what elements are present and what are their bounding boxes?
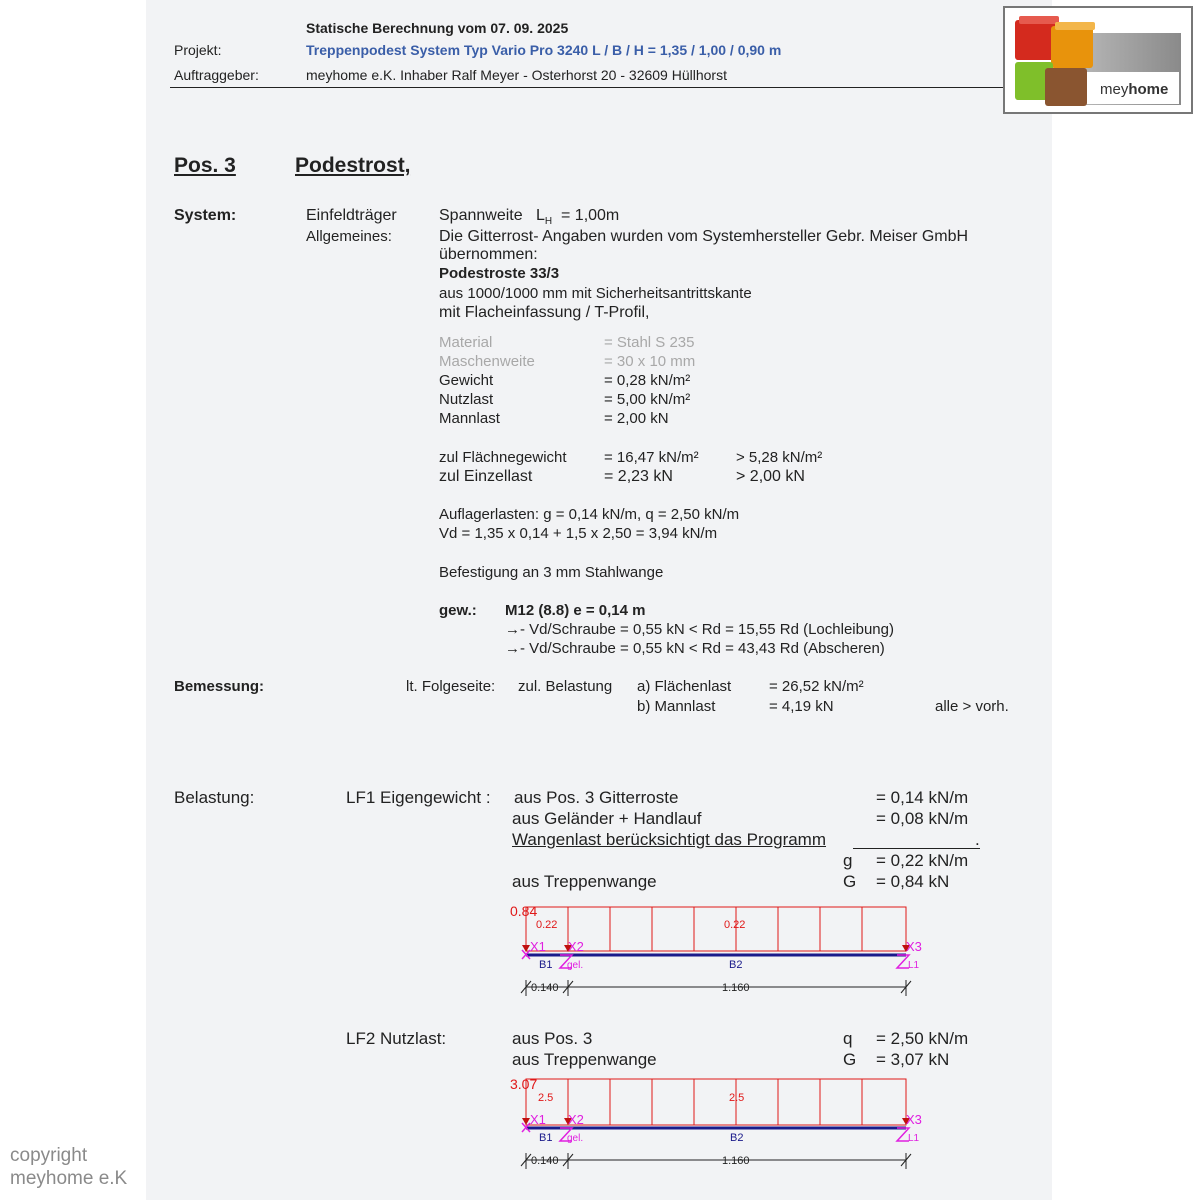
- lf2-row-value: = 2,50 kN/m: [876, 1029, 969, 1048]
- lf1-row-text: aus Geländer + Handlauf: [512, 809, 702, 828]
- dist-load-label: 0.22: [536, 919, 558, 931]
- product-line-1: aus 1000/1000 mm mit Sicherheitsantrittskante: [439, 285, 752, 302]
- fixing-text: Befestigung an 3 mm Stahlwange: [439, 564, 664, 581]
- lf2-beam-diagram: [505, 1071, 925, 1171]
- node-label: X3: [906, 939, 922, 954]
- logo-wordmark: meyhome: [1100, 81, 1169, 98]
- property-label: Nutzlast: [439, 391, 494, 408]
- hinge-label: gel.: [567, 960, 584, 971]
- document-title: Statische Berechnung vom 07. 09. 2025: [306, 20, 569, 36]
- property-value: = 0,28 kN/m²: [604, 372, 691, 389]
- dimension-line: [521, 1153, 911, 1169]
- lf1-beam-diagram: [505, 898, 925, 998]
- lf1-sum-value: = 0,22 kN/m: [876, 851, 969, 870]
- allowable-label: zul Flächnegewicht: [439, 449, 567, 466]
- property-label: Gewicht: [439, 372, 494, 389]
- lf2-row-symbol: G: [843, 1050, 857, 1069]
- property-label: Maschenweite: [439, 353, 535, 370]
- bolt-check: →- Vd/Schraube = 0,55 kN < Rd = 15,55 Rd (Lochleibung): [505, 621, 894, 638]
- node-label: X1: [530, 1112, 546, 1127]
- allowable-value: = 2,23 kN: [604, 468, 673, 485]
- node-label: X3: [906, 1112, 922, 1127]
- lf2-title: LF2 Nutzlast:: [346, 1029, 447, 1048]
- lf1-stringer-value: = 0,84 kN: [876, 872, 950, 891]
- position-title: Podestrost,: [295, 154, 411, 177]
- property-label: Material: [439, 334, 493, 351]
- lf2-row-text: aus Pos. 3: [512, 1029, 593, 1048]
- span: Spannweite $L_H = 1,00m$: [439, 207, 620, 228]
- allowable-check: > 2,00 kN: [736, 468, 805, 485]
- company-logo: [1003, 6, 1193, 114]
- dimension-line: [521, 980, 911, 996]
- dist-load-label: 2.5: [538, 1092, 554, 1104]
- dimension-label: 0.140: [531, 982, 559, 994]
- product-name: Podestroste 33/3: [439, 265, 560, 282]
- bemessung-label: Bemessung:: [174, 678, 265, 695]
- property-value: = 30 x 10 mm: [604, 353, 696, 370]
- lf2-row-value: = 3,07 kN: [876, 1050, 950, 1069]
- dimension-label: 0.140: [531, 1155, 559, 1167]
- node-label: X2: [568, 939, 584, 954]
- support-label: L1: [908, 1133, 920, 1144]
- hinge-label: gel.: [567, 1133, 584, 1144]
- system-label: System:: [174, 207, 237, 224]
- lf2-row-text: aus Treppenwange: [512, 1050, 657, 1069]
- bemessung-item-value: = 4,19 kN: [769, 698, 834, 715]
- lf1-note: Wangenlast berücksichtigt das Programm: [512, 830, 827, 849]
- lf1-row-value: = 0,08 kN/m: [876, 809, 969, 828]
- bemessung-item-label: b) Mannlast: [637, 698, 716, 715]
- bemessung-ref: lt. Folgeseite:: [406, 678, 496, 695]
- project-label: Projekt:: [174, 42, 222, 58]
- general-label: Allgemeines:: [306, 228, 392, 245]
- property-value: = 5,00 kN/m²: [604, 391, 691, 408]
- design-load: Vd = 1,35 x 0,14 + 1,5 x 2,50 = 3,94 kN/m: [439, 525, 718, 542]
- sum-rule: [853, 848, 980, 849]
- beam-label: B1: [539, 1132, 553, 1144]
- header-rule: [170, 87, 1004, 88]
- lf1-sum-symbol: g: [843, 851, 853, 870]
- property-value: = Stahl S 235: [604, 334, 695, 351]
- beam-label: B1: [539, 959, 553, 971]
- lf1-title: LF1 Eigengewicht :: [346, 788, 491, 807]
- copyright-line: copyright: [10, 1145, 88, 1166]
- beam-label: B2: [729, 959, 743, 971]
- belastung-label: Belastung:: [174, 788, 255, 807]
- lf1-row-value: = 0,14 kN/m: [876, 788, 969, 807]
- system-type: Einfeldträger: [306, 207, 397, 224]
- bemessung-conclusion: alle > vorh.: [935, 698, 1009, 715]
- client-label: Auftraggeber:: [174, 67, 259, 83]
- position-number: Pos. 3: [174, 154, 236, 177]
- node-label: X2: [568, 1112, 584, 1127]
- document-page: [146, 0, 1052, 1200]
- dimension-label: 1.160: [722, 982, 750, 994]
- general-line-1: Die Gitterrost- Angaben wurden vom Systemhersteller Gebr. Meiser GmbH: [439, 228, 969, 245]
- support-loads: Auflagerlasten: g = 0,14 kN/m, q = 2,50 kN/m: [439, 506, 740, 523]
- node-label: X1: [530, 939, 546, 954]
- bolt-check: →- Vd/Schraube = 0,55 kN < Rd = 43,43 Rd (Abscheren): [505, 640, 885, 657]
- dist-load-label: 0.22: [724, 919, 746, 931]
- allowable-check: > 5,28 kN/m²: [736, 449, 823, 466]
- chosen-value: M12 (8.8) e = 0,14 m: [505, 602, 646, 619]
- bemessung-item-label: a) Flächenlast: [637, 678, 732, 695]
- bemessung-allowable: zul. Belastung: [518, 678, 613, 695]
- bemessung-item-value: = 26,52 kN/m²: [769, 678, 864, 695]
- allowable-value: = 16,47 kN/m²: [604, 449, 699, 466]
- general-line-2: übernommen:: [439, 246, 538, 263]
- dimension-label: 1.160: [722, 1155, 750, 1167]
- point-load-label: 3.07: [510, 1076, 538, 1092]
- lf1-stringer-symbol: G: [843, 872, 857, 891]
- product-line-2: mit Flacheinfassung / T-Profil,: [439, 304, 650, 321]
- beam-label: B2: [730, 1132, 744, 1144]
- lf1-note-end: .: [975, 830, 980, 849]
- dist-load-label: 2.5: [729, 1092, 745, 1104]
- lf2-row-symbol: q: [843, 1029, 853, 1048]
- property-value: = 2,00 kN: [604, 410, 669, 427]
- allowable-label: zul Einzellast: [439, 468, 533, 485]
- lf1-row-text: aus Pos. 3 Gitterroste: [514, 788, 679, 807]
- lf1-stringer-text: aus Treppenwange: [512, 872, 657, 891]
- project-value: Treppenpodest System Typ Vario Pro 3240 L / B / H = 1,35 / 1,00 / 0,90 m: [306, 42, 782, 58]
- copyright-owner: meyhome e.K: [10, 1168, 128, 1189]
- property-label: Mannlast: [439, 410, 500, 427]
- client-value: meyhome e.K. Inhaber Ralf Meyer - Osterhorst 20 - 32609 Hüllhorst: [306, 67, 727, 83]
- copyright-notice: [10, 1144, 127, 1190]
- point-load-label: 0.84: [510, 903, 538, 919]
- support-label: L1: [908, 960, 920, 971]
- chosen-label: gew.:: [439, 602, 477, 619]
